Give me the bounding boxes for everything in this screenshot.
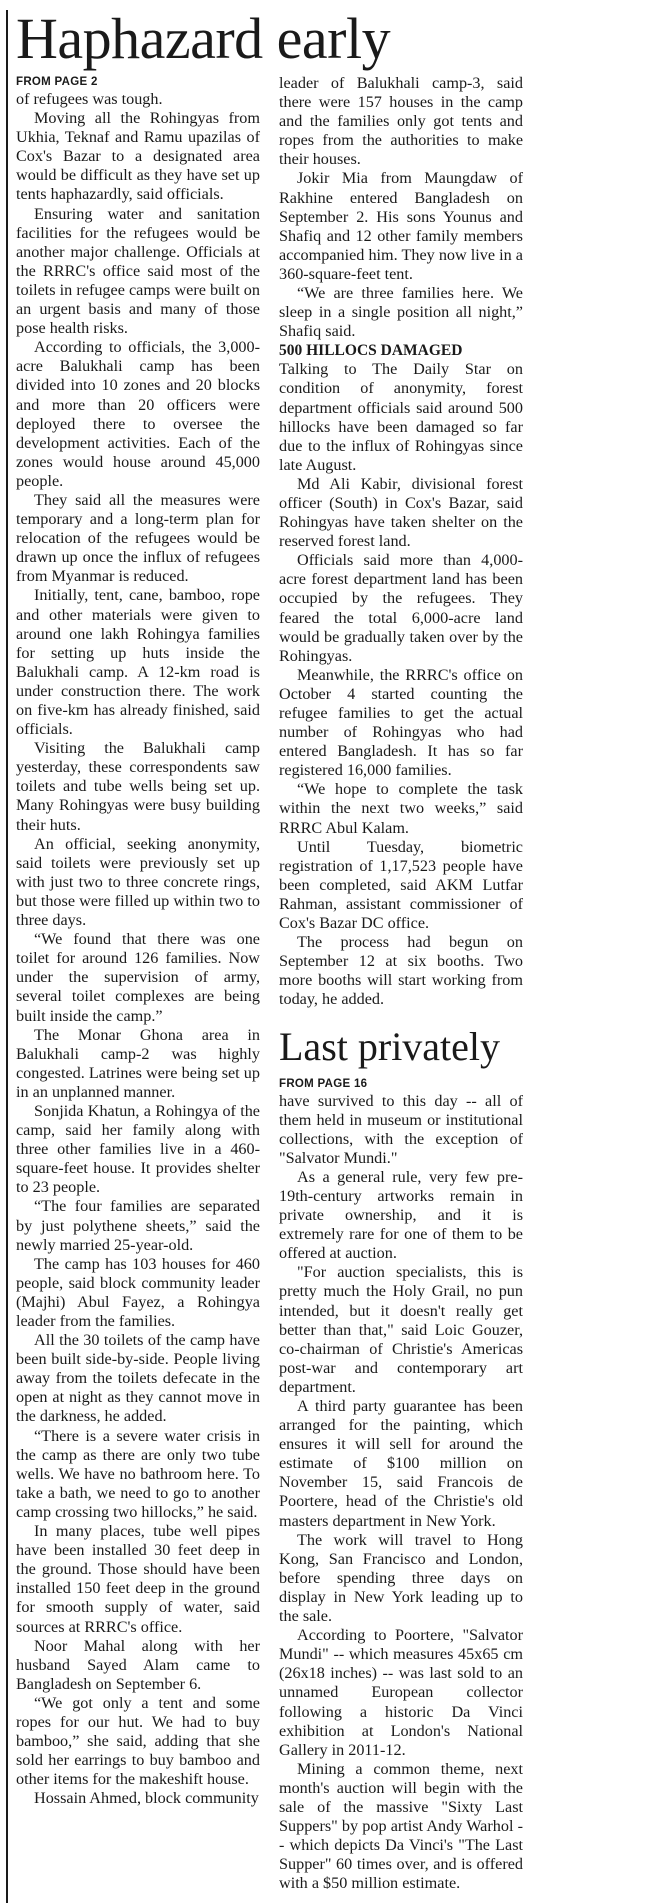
paragraph: Jokir Mia from Maungdaw of Rakhine entered Bangladesh on September 2. His sons Younus and Shafiq and 12 other family members accompanied him. They now live in a 360-square-feet tent.	[279, 169, 523, 283]
paragraph: According to officials, the 3,000-acre Balukhali camp has been divided into 10 zones and 20 blocks and more than 20 officers were deployed there to oversee the development activities. Each of the zones would house around 45,000 people.	[16, 338, 260, 490]
paragraph: Mining a common theme, next month's auction will begin with the sale of the massive "Sixty Last Suppers" by pop artist Andy Warhol -- which depicts Da Vinci's "The Last Supper" 60 times over, and is offered with a $50 million estimate.	[279, 1759, 523, 1893]
headline-last-privately: Last privately	[279, 1023, 501, 1069]
paragraph: “We hope to complete the task within the next two weeks,” said RRRC Abul Kalam.	[279, 780, 523, 837]
paragraph: The process had begun on September 12 at six booths. Two more booths will start working from today, he added.	[279, 933, 523, 1009]
paragraph: Until Tuesday, biometric registration of 1,17,523 people have been completed, said AKM Lutfar Rahman, assistant commissioner of Cox's Bazar DC office.	[279, 837, 523, 933]
paragraph: Moving all the Rohingyas from Ukhia, Teknaf and Ramu upazilas of Cox's Bazar to a designated area would be difficult as they have set up tents haphazardly, said officials.	[16, 109, 260, 204]
paragraph: of refugees was tough.	[16, 90, 163, 108]
story1-column-left	[16, 74, 260, 1808]
headline-haphazard-early: Haphazard early	[16, 6, 391, 71]
story1-kicker: FROM PAGE 2	[16, 76, 98, 88]
paragraph: In many places, tube well pipes have been installed 30 feet deep in the ground. Those should have been installed 150 feet deep in the ground for smooth supply of water, said sources at RRRC's office.	[16, 1522, 260, 1636]
paragraph: have survived to this day -- all of them held in museum or institutional collections, with the exception of "Salvator Mundi."	[279, 1091, 523, 1167]
paragraph: All the 30 toilets of the camp have been built side-by-side. People living away from the toilets defecate in the open at night as they cannot move in the darkness, he added.	[16, 1331, 260, 1426]
paragraph: “We found that there was one toilet for around 126 families. Now under the supervision of army, several toilet complexes are being built inside the camp.”	[16, 930, 260, 1025]
paragraph: According to Poortere, "Salvator Mundi" -- which measures 45x65 cm (26x18 inches) -- was last sold to an unnamed European collector following a historic Da Vinci exhibition at London's National Gallery in 2011-12.	[279, 1626, 523, 1759]
paragraph: Sonjida Khatun, a Rohingya of the camp, said her family along with three other families live in a 460-square-feet house. It provides shelter to 23 people.	[16, 1101, 260, 1197]
paragraph: They said all the measures were temporary and a long-term plan for relocation of the refugees would be drawn up once the influx of refugees from Myanmar is reduced.	[16, 490, 260, 586]
paragraph: Initially, tent, cane, bamboo, rope and other materials were given to around one lakh Rohingya families for setting up huts inside the Balukhali camp. A 12-km road is under construction there. The work on five-km has already finished, said officials.	[16, 586, 260, 739]
paragraph: “We are three families here. We sleep in a single position all night,” Shafiq said.	[279, 284, 523, 341]
paragraph: A third party guarantee has been arranged for the painting, which ensures it will sell for around the estimate of $100 million on November 15, said Francois de Poortere, head of the Christie's old masters department in New York.	[279, 1397, 523, 1530]
story1-column-right	[279, 74, 523, 1893]
paragraph: “There is a severe water crisis in the camp as there are only two tube wells. We have no bathroom here. To take a bath, we need to go to another camp crossing two hillocks,” he said.	[16, 1426, 260, 1521]
paragraph: leader of Balukhali camp-3, said there were 157 houses in the camp and the families only got tents and ropes from the authorities to make their houses.	[279, 74, 523, 169]
paragraph: Visiting the Balukhali camp yesterday, these correspondents saw toilets and tube wells being set up. Many Rohingyas were busy building their huts.	[16, 739, 260, 834]
story2-kicker: FROM PAGE 16	[279, 1077, 368, 1090]
paragraph: Ensuring water and sanitation facilities for the refugees would be another major challenge. Officials at the RRRC's office said most of the toilets in refugee camps were built on an urgent basis and many of those pose health risks.	[16, 204, 260, 338]
paragraph: Hossain Ahmed, block community	[34, 1789, 259, 1808]
paragraph: Officials said more than 4,000-acre forest department land has been occupied by the refugees. They feared the total 6,000-acre land would be gradually taken over by the Rohingyas.	[279, 551, 523, 665]
paragraph: The Monar Ghona area in Balukhali camp-2 was highly congested. Latrines were being set up in an unplanned manner.	[16, 1025, 260, 1101]
paragraph: “We got only a tent and some ropes for our hut. We had to buy bamboo,” she said, adding that she sold her earrings to buy bamboo and other items for the makeshift house.	[16, 1693, 260, 1789]
paragraph: Meanwhile, the RRRC's office on October 4 started counting the refugee families to get the actual number of Rohingyas who had entered Bangladesh. It has so far registered 16,000 families.	[279, 665, 523, 780]
paragraph: The work will travel to Hong Kong, San Francisco and London, before spending three days on display in New York leading up to the sale.	[279, 1530, 523, 1626]
paragraph: “The four families are separated by just polythene sheets,” said the newly married 25-year-old.	[16, 1197, 260, 1254]
paragraph: The camp has 103 houses for 460 people, said block community leader (Majhi) Abul Fayez, a Rohingya leader from the families.	[16, 1254, 260, 1330]
paragraph: Md Ali Kabir, divisional forest officer (South) in Cox's Bazar, said Rohingyas have taken shelter on the reserved forest land.	[279, 474, 523, 551]
paragraph: As a general rule, very few pre-19th-century artworks remain in private ownership, and it is extremely rare for one of them to be offered at auction.	[279, 1167, 523, 1263]
column-rule	[6, 10, 8, 1903]
subhead-hillocs-damaged: 500 HILLOCS DAMAGED	[279, 342, 463, 360]
paragraph: Talking to The Daily Star on condition of anonymity, forest department officials said around 500 hillocks have been damaged so far due to the influx of Rohingyas since late August.	[279, 360, 523, 474]
paragraph: Noor Mahal along with her husband Sayed Alam came to Bangladesh on September 6.	[16, 1636, 260, 1693]
paragraph: "For auction specialists, this is pretty much the Holy Grail, no pun intended, but it doesn't really get better than that," said Loic Gouzer, co-chairman of Christie's Americas post-war and contemporary art department.	[279, 1263, 523, 1396]
paragraph: An official, seeking anonymity, said toilets were previously set up with just two to three concrete rings, but those were filled up within two to three days.	[16, 834, 260, 930]
